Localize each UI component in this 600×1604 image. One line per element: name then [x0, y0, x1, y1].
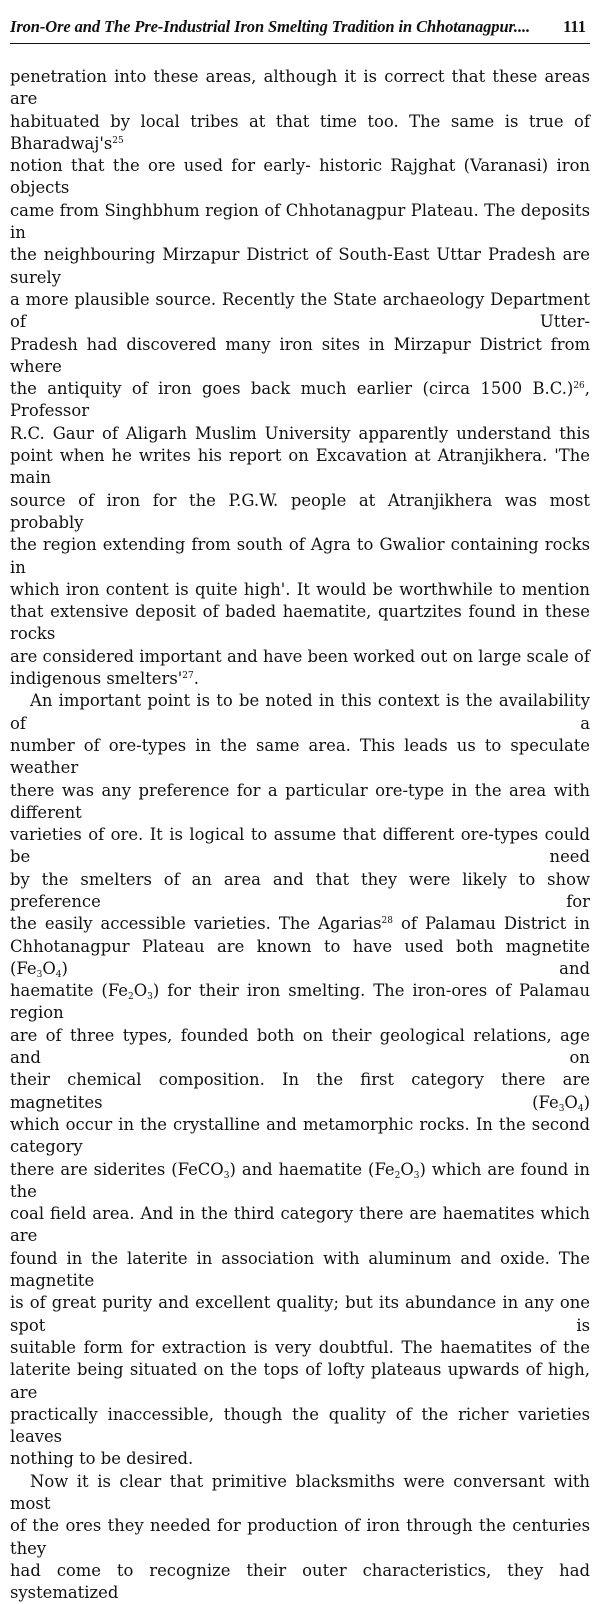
- text-line: penetration into these areas, although it is correct that these areas are: [10, 67, 590, 109]
- text-line: the easily accessible varieties. The Agarias$^{28}$ of Palamau District in: [10, 914, 590, 934]
- text-line: the region extending from south of Agra to Gwalior containing rocks in: [10, 535, 590, 577]
- text-line: their chemical composition. In the first category there are magnetites $(Fe_3O_4)$: [10, 1070, 590, 1114]
- text-line: nothing to be desired.: [10, 1449, 194, 1469]
- text-line: had come to recognize their outer characteristics, they had systematized: [10, 1560, 590, 1603]
- chemical-subscript: 4: [577, 1103, 584, 1114]
- text-line: laterite being situated on the tops of lofty plateaus upwards of high, are: [10, 1360, 590, 1402]
- text-line: suitable form for extraction is very doubtful. The haematites of the: [10, 1337, 590, 1357]
- text-line: notion that the ore used for early- historic Rajghat (Varanasi) iron objects: [10, 156, 590, 198]
- running-header: [10, 17, 590, 44]
- text-line: is of great purity and excellent quality; but its abundance in any one spot is: [10, 1293, 590, 1335]
- text-line: Now it is clear that primitive blacksmiths were conversant with most: [10, 1471, 590, 1513]
- chemical-subscript: 3: [223, 1170, 230, 1181]
- text-line: indigenous $smelters'^{27}$.: [10, 669, 199, 689]
- text-line: are of three types, founded both on their geological relations, age and on: [10, 1025, 590, 1068]
- text-line: are considered important and have been worked out on large scale of: [10, 646, 590, 666]
- text-line: found in the laterite in association with aluminum and oxide. The magnetite: [10, 1248, 590, 1291]
- text-line: a more plausible source. Recently the State archaeology Department of Utter-: [10, 289, 590, 332]
- text-line: the neighbouring Mirzapur District of South-East Uttar Pradesh are surely: [10, 245, 590, 287]
- running-title: Iron-Ore and The Pre-Industrial Iron Smelting Tradition in Chhotanagpur....: [10, 17, 531, 36]
- text-line: there was any preference for a particular ore-type in the area with different: [10, 780, 590, 822]
- text-line: which occur in the crystalline and metamorphic rocks. In the second category: [10, 1114, 590, 1157]
- text-line: came from Singhbhum region of Chhotanagpur Plateau. The deposits in: [10, 200, 590, 243]
- text-line: the antiquity of iron goes back much earlier (circa 1500 B.C.)$^{26}$, Professor: [10, 379, 590, 421]
- chemical-subscript: 4: [55, 969, 62, 980]
- paragraph-1: [10, 66, 590, 690]
- text-line: which iron content is quite high'. It would be worthwhile to mention: [10, 579, 590, 599]
- text-line: Chhotanagpur Plateau are known to have used both magnetite $(Fe_3O_4)$ and: [10, 936, 590, 980]
- text-line: source of iron for the P.G.W. people at Atranjikhera was most probably: [10, 490, 590, 532]
- text-line: haematite $(Fe_2O_3)$ for their iron smelting. The iron-ores of Palamau region: [10, 981, 590, 1023]
- chemical-subscript: 3: [558, 1103, 565, 1114]
- text-line: practically inaccessible, though the quality of the richer varieties leaves: [10, 1404, 590, 1447]
- footnote-reference: 28: [381, 916, 393, 927]
- text-line: by the smelters of an area and that they were likely to show preference for: [10, 869, 590, 911]
- text-line: varieties of ore. It is logical to assume that different ore-types could be need: [10, 825, 590, 867]
- text-line: R.C. Gaur of Aligarh Muslim University apparently understand this: [10, 423, 590, 443]
- text-line: coal field area. And in the third category there are haematites which are: [10, 1204, 590, 1246]
- text-line: that extensive deposit of baded haematite, quartzites found in these rocks: [10, 602, 590, 644]
- text-line: there are siderites (FeCO$_3$) and haematite $(Fe_2O_3)$ which are found in the: [10, 1159, 590, 1201]
- page-number: 111: [563, 17, 586, 36]
- text-line: point when he writes his report on Excavation at Atranjikhera. 'The main: [10, 446, 590, 488]
- text-line: Pradesh had discovered many iron sites in Mirzapur District from where: [10, 334, 590, 376]
- chemical-subscript: 2: [394, 1170, 401, 1181]
- text-line: An important point is to be noted in this context is the availability of a: [10, 691, 590, 733]
- text-line: of the ores they needed for production of iron through the centuries they: [10, 1516, 590, 1558]
- chemical-subscript: 3: [147, 992, 153, 1003]
- chemical-subscript: 3: [36, 969, 43, 980]
- paragraph-2: [10, 690, 590, 1470]
- body-text: [10, 66, 590, 1604]
- text-line: habituated by local tribes at that time too. The same is true of $Bharadwaj's^{25}$: [10, 111, 590, 153]
- footnote-reference: 25: [112, 135, 124, 146]
- text-line: number of ore-types in the same area. This leads us to speculate weather: [10, 735, 590, 778]
- footnote-reference: 27: [182, 671, 194, 682]
- paragraph-3: [10, 1471, 590, 1604]
- chemical-subscript: 2: [128, 992, 134, 1003]
- footnote-reference: 26: [573, 381, 585, 392]
- chemical-subscript: 3: [413, 1170, 420, 1181]
